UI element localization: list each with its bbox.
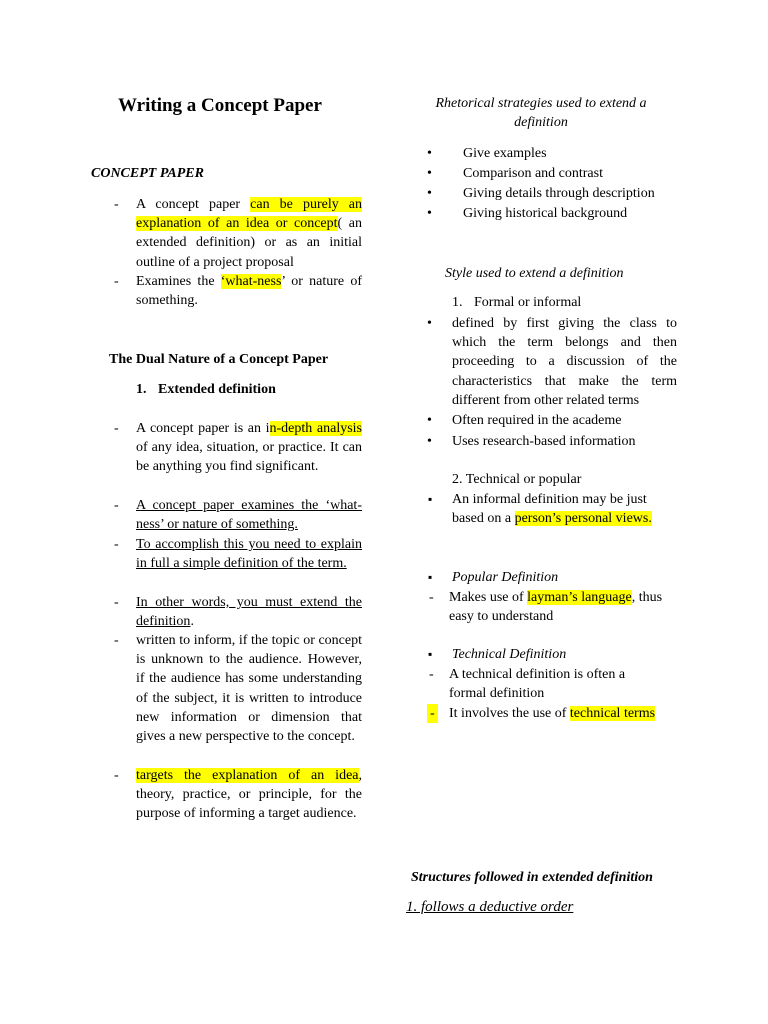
dash-bullet: - — [114, 421, 119, 436]
text-run: In other words, you must extend the definition — [136, 595, 362, 630]
technical-popular-label: 2. Technical or popular — [452, 472, 582, 487]
text-run: It involves the use of — [449, 706, 570, 721]
formal-label: Formal or informal — [474, 295, 582, 310]
dash-bullet: - — [114, 537, 119, 552]
list-item-text: Comparison and contrast — [463, 166, 603, 181]
text-run: , theory, practice, or principle, for the purpose of informing a target audience. — [136, 768, 362, 822]
list-item-text — [136, 593, 362, 631]
text-run: of any idea, situation, or practice. It can be anything you find significant. — [136, 440, 362, 475]
round-bullet: • — [427, 413, 432, 428]
dash-bullet: - — [114, 633, 119, 648]
dash-bullet: - — [114, 595, 119, 610]
extended-definition-number: 1. — [136, 382, 147, 397]
text-run: . — [190, 614, 194, 630]
highlighted-text: technical terms — [569, 706, 656, 721]
highlighted-text: n-depth analysis — [269, 421, 362, 436]
concept-paper-heading: CONCEPT PAPER — [91, 166, 204, 181]
list-item-text: Giving details through description — [463, 186, 655, 201]
round-bullet: • — [427, 146, 432, 161]
list-item-text: Give examples — [463, 146, 547, 161]
list-item-text — [136, 272, 362, 310]
list-item-text — [449, 704, 655, 723]
round-bullet: • — [427, 316, 432, 331]
dash-bullet: - — [114, 274, 119, 289]
list-item-text — [449, 588, 674, 626]
round-bullet: • — [427, 186, 432, 201]
text-run: Makes use of — [449, 590, 528, 605]
round-bullet: • — [427, 166, 432, 181]
extended-definition-label: Extended definition — [158, 382, 276, 397]
square-bullet: ▪ — [428, 647, 433, 661]
list-item-text — [136, 766, 362, 824]
page-title: Writing a Concept Paper — [118, 95, 322, 116]
structures-heading: Structures followed in extended definition — [411, 870, 653, 885]
list-item-text: A concept paper examines the ‘what-ness’ or nature of something. — [136, 498, 362, 533]
formal-number: 1. — [452, 295, 463, 310]
dash-bullet: - — [429, 590, 434, 605]
square-bullet: ▪ — [428, 570, 433, 584]
dash-bullet: - — [429, 667, 434, 682]
text-run: Examines the — [136, 274, 221, 289]
round-bullet: • — [427, 434, 432, 449]
highlighted-text: layman’s language — [527, 590, 632, 605]
list-item-text: defined by first giving the class to which the term belongs and then proceeding to a discussion of the characteristics that make the term different from other related terms — [452, 316, 677, 408]
text-run: ( an extended definition) or as an initial outline of a project proposal — [136, 216, 362, 270]
round-bullet: • — [427, 206, 432, 221]
highlighted-text: ‘what-ness — [220, 274, 282, 289]
text-run: A concept paper is an i — [136, 421, 270, 436]
popular-definition-heading: Popular Definition — [452, 570, 559, 585]
dash-bullet: - — [427, 704, 438, 723]
list-item-text — [136, 195, 362, 272]
style-heading: Style used to extend a definition — [445, 266, 624, 281]
rhetorical-heading: Rhetorical strategies used to extend a definition — [435, 96, 647, 131]
list-item-text: Uses research-based information — [452, 434, 636, 449]
dash-bullet: - — [114, 197, 119, 212]
dash-bullet: - — [114, 498, 119, 513]
text-run: An informal definition may be just based on a — [452, 492, 647, 527]
list-item-text — [452, 490, 677, 528]
highlighted-text: can be purely an explanation of an idea or concept — [136, 197, 362, 232]
list-item-text: written to inform, if the topic or concept is unknown to the audience. However, if the audience has some understanding of the subject, it is written to introduce new information or dimension that gives a new perspective to the concept. — [136, 633, 362, 745]
technical-definition-heading: Technical Definition — [452, 647, 567, 662]
text-run: A concept paper — [136, 197, 251, 212]
dual-nature-heading: The Dual Nature of a Concept Paper — [109, 352, 329, 367]
text-run: ’ or nature of something. — [136, 274, 362, 309]
square-bullet: ▪ — [428, 492, 433, 506]
deductive-order: 1. follows a deductive order — [406, 899, 574, 915]
list-item-text — [136, 419, 362, 477]
list-item-text: Giving historical background — [463, 206, 628, 221]
highlighted-text: person’s personal views. — [514, 511, 652, 527]
text-run: , thus easy to understand — [449, 590, 663, 625]
list-item-text: A technical definition is often a formal definition — [449, 667, 626, 702]
list-item-text: Often required in the academe — [452, 413, 622, 428]
dash-bullet: - — [114, 768, 119, 783]
list-item-text: To accomplish this you need to explain in full a simple definition of the term. — [136, 537, 362, 572]
highlighted-text: targets the explanation of an idea — [136, 768, 359, 783]
